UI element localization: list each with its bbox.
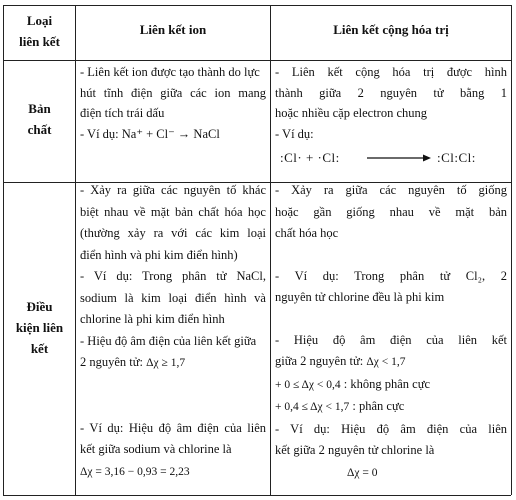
ionic-condition-line: - Hiệu độ âm điện của liên kết giữa: [80, 333, 257, 348]
row-label-condition: [4, 296, 75, 359]
row-label-nature: [4, 98, 75, 140]
table-border-bottom: [3, 495, 511, 496]
ionic-condition-cell: [80, 180, 266, 483]
column-divider-1: [75, 5, 76, 495]
covalent-condition-line: chất hóa học: [275, 226, 339, 240]
covalent-condition-line: - Xảy ra giữa các nguyên tố giống: [275, 183, 507, 197]
covalent-threshold-formula: Δχ < 1,7: [366, 356, 406, 368]
lewis-equation: [275, 148, 507, 168]
header-bond-type-line2: liên kết: [19, 34, 60, 49]
row-label-condition-line3: kết: [30, 341, 49, 356]
covalent-condition-line: hoặc gần giống nhau về mặt bản: [275, 204, 507, 219]
ionic-example-formula: [80, 461, 266, 484]
ionic-condition-line: kết giữa sodium và chlorine là: [80, 442, 232, 456]
header-ionic-bond: Liên kết ion: [139, 22, 207, 37]
row-label-condition-line2: kiện liên: [15, 320, 64, 335]
nonpolar-range-text: : không phân cực: [343, 376, 431, 391]
covalent-nature-line: hoặc nhiều cặp electron chung: [275, 106, 428, 120]
header-bond-type-line1: Loại: [26, 13, 53, 28]
covalent-condition-cell: [275, 180, 507, 484]
ionic-condition-line: điển hình và phi kim điển hình): [80, 247, 238, 262]
ionic-condition-line: biệt nhau về mặt bản chất hóa học: [80, 204, 266, 219]
covalent-condition-line: - Hiệu độ âm điện của liên kết: [275, 332, 507, 347]
covalent-example-calculation: Δχ = 0: [347, 466, 378, 479]
column-divider-2: [270, 5, 271, 495]
table-border-top: [3, 5, 511, 6]
spacer-line: [275, 309, 507, 330]
header-bond-type: [4, 10, 75, 52]
covalent-nature-example-label: - Ví dụ:: [275, 126, 314, 141]
ionic-nature-example: - Ví dụ: Na⁺ + Cl⁻ → NaCl: [80, 126, 220, 141]
ionic-condition-line: sodium là kim loại điển hình và: [80, 290, 266, 305]
ionic-condition-threshold: [80, 352, 266, 375]
header-covalent-bond: Liên kết cộng hóa trị: [333, 22, 449, 37]
covalent-condition-line: kết giữa 2 nguyên tử chlorine là: [275, 443, 435, 457]
lewis-product: :Cl:Cl:: [437, 150, 476, 165]
row-label-nature-line2: chất: [27, 122, 52, 137]
spacer-line: [275, 245, 507, 266]
ionic-nature-line: hút tĩnh điện giữa các ion mang: [80, 85, 266, 100]
ionic-condition-line: chlorine là phi kim điển hình: [80, 312, 225, 326]
polar-range-formula: + 0,4 ≤ Δχ < 1,7: [275, 401, 350, 413]
nonpolar-range: [275, 374, 507, 397]
spacer-line: [80, 375, 266, 418]
ionic-condition-line: - Xảy ra giữa các nguyên tố khác: [80, 183, 266, 197]
row-label-condition-line1: Điều: [26, 299, 53, 314]
covalent-condition-line: - Ví dụ: Hiệu độ âm điện của liên: [275, 421, 507, 436]
table-border-right: [511, 5, 512, 495]
nonpolar-range-formula: + 0 ≤ Δχ < 0,4: [275, 378, 341, 391]
row-label-nature-line1: Bản: [28, 101, 51, 116]
header-divider: [3, 60, 511, 61]
covalent-nature-line: - Liên kết cộng hóa trị được hình: [275, 65, 507, 79]
ionic-condition-line: (thường xảy ra với các kim loại: [80, 226, 266, 240]
covalent-nature-cell: [275, 62, 507, 168]
ionic-nature-cell: [80, 62, 266, 144]
polar-range-text: : phân cực: [352, 399, 405, 413]
reaction-arrow-icon: [367, 153, 431, 163]
ionic-condition-line: - Ví dụ: Hiệu độ âm điện của liên: [80, 420, 266, 435]
covalent-nature-line: thành giữa 2 nguyên tử bằng 1: [275, 85, 507, 100]
covalent-threshold-prefix: giữa 2 nguyên tử:: [275, 354, 364, 368]
lewis-reactants: :Cl· + ·Cl:: [280, 150, 340, 165]
ionic-nature-line: điện tích trái dấu: [80, 106, 165, 120]
table-border-left: [3, 5, 4, 495]
ionic-threshold-prefix: 2 nguyên tử:: [80, 355, 144, 369]
ionic-condition-line: - Ví dụ: Trong phân tử NaCl,: [80, 269, 266, 283]
ionic-threshold-formula: Δχ ≥ 1,7: [146, 357, 186, 369]
ionic-nature-line: - Liên kết ion được tạo thành do lực: [80, 65, 260, 79]
covalent-condition-line: nguyên tử chlorine đều là phi kim: [275, 290, 445, 304]
covalent-condition-line: - Ví dụ: Trong phân tử Cl₂, 2: [275, 268, 507, 283]
polar-range: [275, 396, 507, 419]
covalent-condition-threshold: [275, 351, 507, 374]
covalent-example-formula: [275, 462, 507, 485]
ionic-example-calculation: Δχ = 3,16 − 0,93 = 2,23: [80, 465, 190, 478]
